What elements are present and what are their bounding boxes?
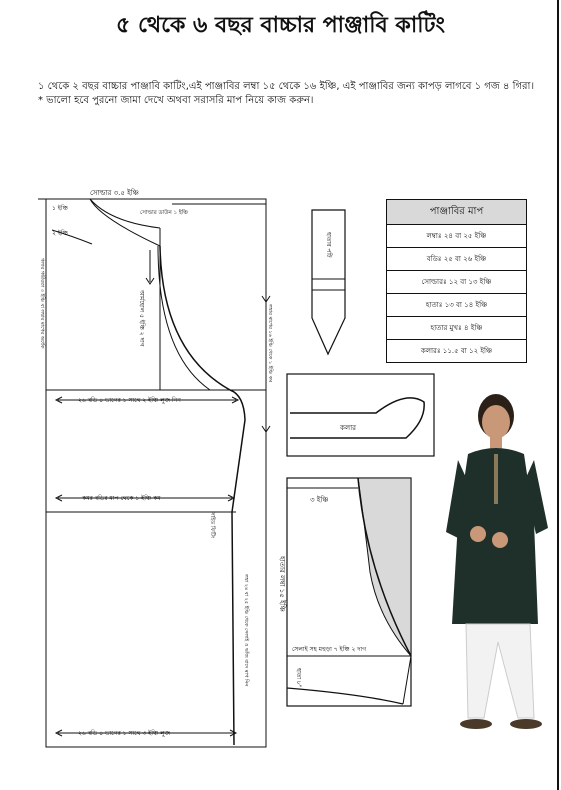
- sleeve-bottom-label: সেলাই সহ মহুড়া ৭ ইঞ্চি ২ দাগ: [292, 646, 367, 653]
- two-inch-label: ২ ইঞ্চি: [52, 230, 68, 237]
- sleeve-top-label: ৩ ইঞ্চি: [310, 496, 329, 504]
- side-fitting-label: সাইড ফিটিং: [209, 512, 215, 539]
- table-header: পাঞ্জাবির মাপ: [387, 200, 527, 225]
- page-title: ৫ থেকে ৬ বছর বাচ্চার পাঞ্জাবি কাটিং: [116, 13, 445, 38]
- sleeve-side-label: হাতা ৮": [295, 668, 302, 688]
- chest-label: ২৬ বডি ৪ ভাগের ১ সাথে ২ ইঞ্চি লুজ নিন: [78, 397, 181, 404]
- armhole-curve: [160, 246, 230, 390]
- table-row: হাতাঃ ১৩ বা ১৪ ইঞ্চি: [387, 294, 527, 317]
- intro-line-2: * ভালো হবে পুরনো জামা দেখে অথবা সরাসরি মাপ নিয়ে কাজ করুন।: [38, 95, 314, 106]
- center-vertical-label: লম্বার মাপের ১৬ ইঞ্চি থেকে ১ ইঞ্চি কম: [267, 304, 273, 382]
- left-vertical-label: গলার গভীরতা ৩ ইঞ্চি বা লম্বার মাপের অর্ধেক: [39, 258, 45, 349]
- top-inch-label: ১ ইঞ্চি: [52, 205, 68, 212]
- side-seam: [230, 390, 245, 745]
- table-row: সোল্ডারঃ ১২ বা ১৩ ইঞ্চি: [387, 271, 527, 294]
- table-row: লম্বাঃ ২৪ বা ২৫ ইঞ্চি: [387, 225, 527, 248]
- placket-label: হাতার পটি: [325, 232, 332, 258]
- shoulder-label: সোল্ডার ৩.৫ ইঞ্চি: [90, 189, 139, 197]
- table-row: হাতার মুখঃ ৪ ইঞ্চি: [387, 317, 527, 340]
- waist-label: কমর বডির মাপ থেকে ১ ইঞ্চি কম: [82, 495, 161, 502]
- hem-label: ২৬ বডি ৪ ভাগের ১ সাথে ৩ ইঞ্চি লুজ: [78, 730, 170, 737]
- shoulder-drop-label: সোল্ডার ডাউন ১ ইঞ্চি: [140, 210, 189, 216]
- table-row: বডিঃ ২৫ বা ২৬ ইঞ্চি: [387, 248, 527, 271]
- sleeve-pattern: [287, 478, 411, 706]
- collar-label: কলার: [340, 424, 356, 432]
- measurement-table: [386, 199, 527, 363]
- sleeve-length-label: হাতার লম্বা ১৫ ইঞ্চি: [278, 556, 286, 612]
- neck-curve-front: [90, 199, 160, 246]
- length-vertical-label: লম্বা ২৪ বা ২৫ ইঞ্চি থেকে সেলাই ও ভাঁজ বাদে মাপ নিন: [243, 574, 249, 687]
- table-row: কলারঃ ১১.৫ বা ১২ ইঞ্চি: [387, 340, 527, 363]
- collar-pattern: [287, 374, 434, 456]
- armhole-label: আর্মহোল ৫ ইঞ্চি ২ দাগ: [138, 290, 145, 347]
- kid-photo: [446, 394, 548, 729]
- intro-line-1: ১ থেকে ২ বছর বাচ্চার পাঞ্জাবি কাটিং,এই পাঞ্জাবির লম্বা ১৫ থেকে ১৬ ইঞ্চি, এই পাঞ্জাবির জন্য কাপড় লাগবে ১ গজ ৪ গিরা।: [38, 81, 535, 92]
